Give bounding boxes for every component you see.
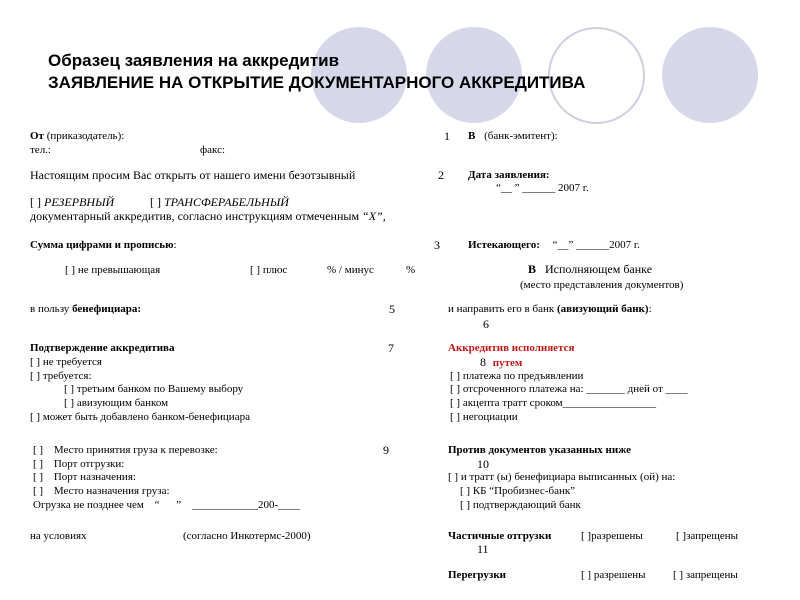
confirmation-heading: Подтверждение аккредитива bbox=[30, 342, 175, 354]
amount-label: Сумма цифрами и прописью bbox=[30, 239, 174, 251]
not-exceeding-option[interactable]: [ ] не превышающая bbox=[65, 264, 161, 276]
transship-allowed[interactable]: [ ] разрешены bbox=[581, 569, 646, 581]
cargo-item bbox=[33, 485, 170, 498]
place-b: В bbox=[528, 262, 537, 276]
ship-label: Огрузка не позднее чем bbox=[33, 499, 144, 511]
cargo-label: Порт отгрузки: bbox=[53, 458, 125, 470]
cargo-label: Место назначения груза: bbox=[53, 485, 170, 497]
ship-quote-close: ” bbox=[176, 499, 182, 511]
app-date-blank[interactable]: “__ ” ______ 2007 г. bbox=[496, 182, 589, 194]
bank-note: (банк-эмитент): bbox=[484, 130, 558, 142]
percent-sign-2: % bbox=[406, 264, 416, 276]
place-note: (место представления документов) bbox=[520, 279, 684, 291]
amount-colon: : bbox=[173, 239, 177, 251]
cargo-item bbox=[33, 458, 124, 471]
cargo-checkbox[interactable]: [ ] bbox=[33, 458, 44, 470]
section-number: 6 bbox=[483, 317, 489, 331]
reserve-option bbox=[30, 196, 114, 209]
beneficiary-line bbox=[30, 303, 141, 316]
terms-label: на условиях bbox=[30, 530, 87, 542]
transshipment-label: Перегрузки bbox=[448, 569, 507, 581]
page-subtitle: ЗАЯВЛЕНИЕ НА ОТКРЫТИЕ ДОКУМЕНТАРНОГО АККРЕДИТИВА bbox=[48, 73, 586, 92]
advise-label: (авизующий банк) bbox=[556, 303, 649, 315]
exec-deferred[interactable]: [ ] отсроченного платежа на: _______ дней от ____ bbox=[450, 383, 688, 395]
place-label: Исполняющем банке bbox=[545, 262, 653, 276]
beneficiary-prefix: в пользу bbox=[30, 303, 70, 315]
exec-acceptance[interactable]: [ ] акцепта тратт сроком_________________ bbox=[450, 397, 657, 409]
from-label: От bbox=[30, 130, 44, 142]
reserve-label: РЕЗЕРВНЫЙ bbox=[44, 195, 115, 209]
amount-line bbox=[30, 239, 177, 252]
incoterms-note: (согласно Инкотермс-2000) bbox=[183, 530, 311, 542]
phone-label: тел.: bbox=[30, 144, 51, 156]
executed-way: путем bbox=[492, 357, 523, 369]
cargo-label: Место принятия груза к перевозке: bbox=[53, 444, 218, 456]
conf-added[interactable]: [ ] может быть добавлено банком-бенефициара bbox=[30, 411, 250, 423]
app-date-label: Дата заявления: bbox=[468, 169, 550, 181]
ship-quote-open: “ bbox=[154, 499, 160, 511]
conf-not-required[interactable]: [ ] не требуется bbox=[30, 356, 102, 368]
executed-heading: Аккредитив исполняется bbox=[448, 342, 575, 354]
transfer-option bbox=[150, 196, 289, 209]
instruction-text: документарный аккредитив, согласно инструкциям отмеченным bbox=[30, 209, 360, 223]
advise-line bbox=[448, 303, 652, 316]
instruction-line bbox=[30, 210, 386, 223]
cargo-checkbox[interactable]: [ ] bbox=[33, 485, 44, 497]
from-note: (приказодатель): bbox=[46, 130, 125, 142]
partial-forbidden[interactable]: [ ]запрещены bbox=[676, 530, 739, 542]
section-number: 3 bbox=[434, 238, 440, 252]
request-text: Настоящим просим Вас открыть от нашего имени безотзывный bbox=[30, 168, 356, 182]
drafts-option[interactable]: [ ] и тратт (ы) бенефициара выписанных (ой) на: bbox=[448, 471, 676, 483]
expiry-line bbox=[468, 239, 640, 252]
mark-x: “Х”, bbox=[362, 209, 386, 223]
transfer-label: ТРАНСФЕРАБЕЛЬНЫЙ bbox=[164, 195, 289, 209]
from-line bbox=[30, 130, 124, 143]
place-line bbox=[528, 263, 652, 276]
conf-advising-bank[interactable]: [ ] авизующим банком bbox=[64, 397, 169, 409]
partial-shipments-label: Частичные отгрузки bbox=[448, 530, 552, 542]
cargo-label: Порт назначения: bbox=[53, 471, 136, 483]
section-number: 10 bbox=[477, 457, 489, 471]
draft-confirming-bank[interactable]: [ ] подтверждающий банк bbox=[460, 499, 581, 511]
expiry-label: Истекающего: bbox=[468, 239, 540, 251]
decor-circle-4 bbox=[662, 27, 758, 123]
advise-prefix: и направить его в банк bbox=[448, 303, 555, 315]
transship-forbidden[interactable]: [ ] запрещены bbox=[673, 569, 738, 581]
section-number: 11 bbox=[477, 542, 489, 556]
page-title: Образец заявления на аккредитив bbox=[48, 51, 340, 70]
plus-option[interactable]: [ ] плюс bbox=[250, 264, 288, 276]
reserve-checkbox[interactable]: [ ] bbox=[30, 195, 41, 209]
exec-negotiation[interactable]: [ ] негоциации bbox=[450, 411, 518, 423]
minus-label[interactable]: / минус bbox=[338, 264, 374, 276]
bank-label: В bbox=[468, 130, 476, 142]
minus-line bbox=[327, 264, 374, 277]
percent-sign-1: % bbox=[327, 264, 337, 276]
against-docs-heading: Против документов указанных ниже bbox=[448, 444, 631, 456]
exec-payment-sight[interactable]: [ ] платежа по предъявлении bbox=[450, 370, 584, 382]
cargo-item bbox=[33, 444, 218, 457]
bank-line bbox=[468, 130, 558, 143]
ship-date-blank[interactable]: ____________200-____ bbox=[191, 499, 301, 511]
section-number: 1 bbox=[444, 129, 450, 143]
section-number: 5 bbox=[389, 302, 395, 316]
conf-required[interactable]: [ ] требуется: bbox=[30, 370, 92, 382]
partial-allowed[interactable]: [ ]разрешены bbox=[581, 530, 643, 542]
advise-colon: : bbox=[648, 303, 652, 315]
cargo-checkbox[interactable]: [ ] bbox=[33, 471, 44, 483]
shipment-deadline bbox=[33, 499, 300, 512]
transfer-checkbox[interactable]: [ ] bbox=[150, 195, 161, 209]
section-number: 8 bbox=[480, 355, 486, 369]
conf-third-bank[interactable]: [ ] третьим банком по Вашему выбору bbox=[64, 383, 244, 395]
expiry-blank[interactable]: “__” ______2007 г. bbox=[552, 239, 640, 251]
section-number: 2 bbox=[438, 168, 444, 182]
section-number: 7 bbox=[388, 341, 394, 355]
draft-probusiness[interactable]: [ ] КБ “Пробизнес-банк” bbox=[460, 485, 576, 497]
beneficiary-label: бенефициара: bbox=[72, 303, 142, 315]
title-block bbox=[48, 50, 585, 94]
fax-label: факс: bbox=[200, 144, 226, 156]
cargo-checkbox[interactable]: [ ] bbox=[33, 444, 44, 456]
cargo-item bbox=[33, 471, 136, 484]
executed-by-line bbox=[480, 356, 522, 370]
section-number: 9 bbox=[383, 443, 389, 457]
